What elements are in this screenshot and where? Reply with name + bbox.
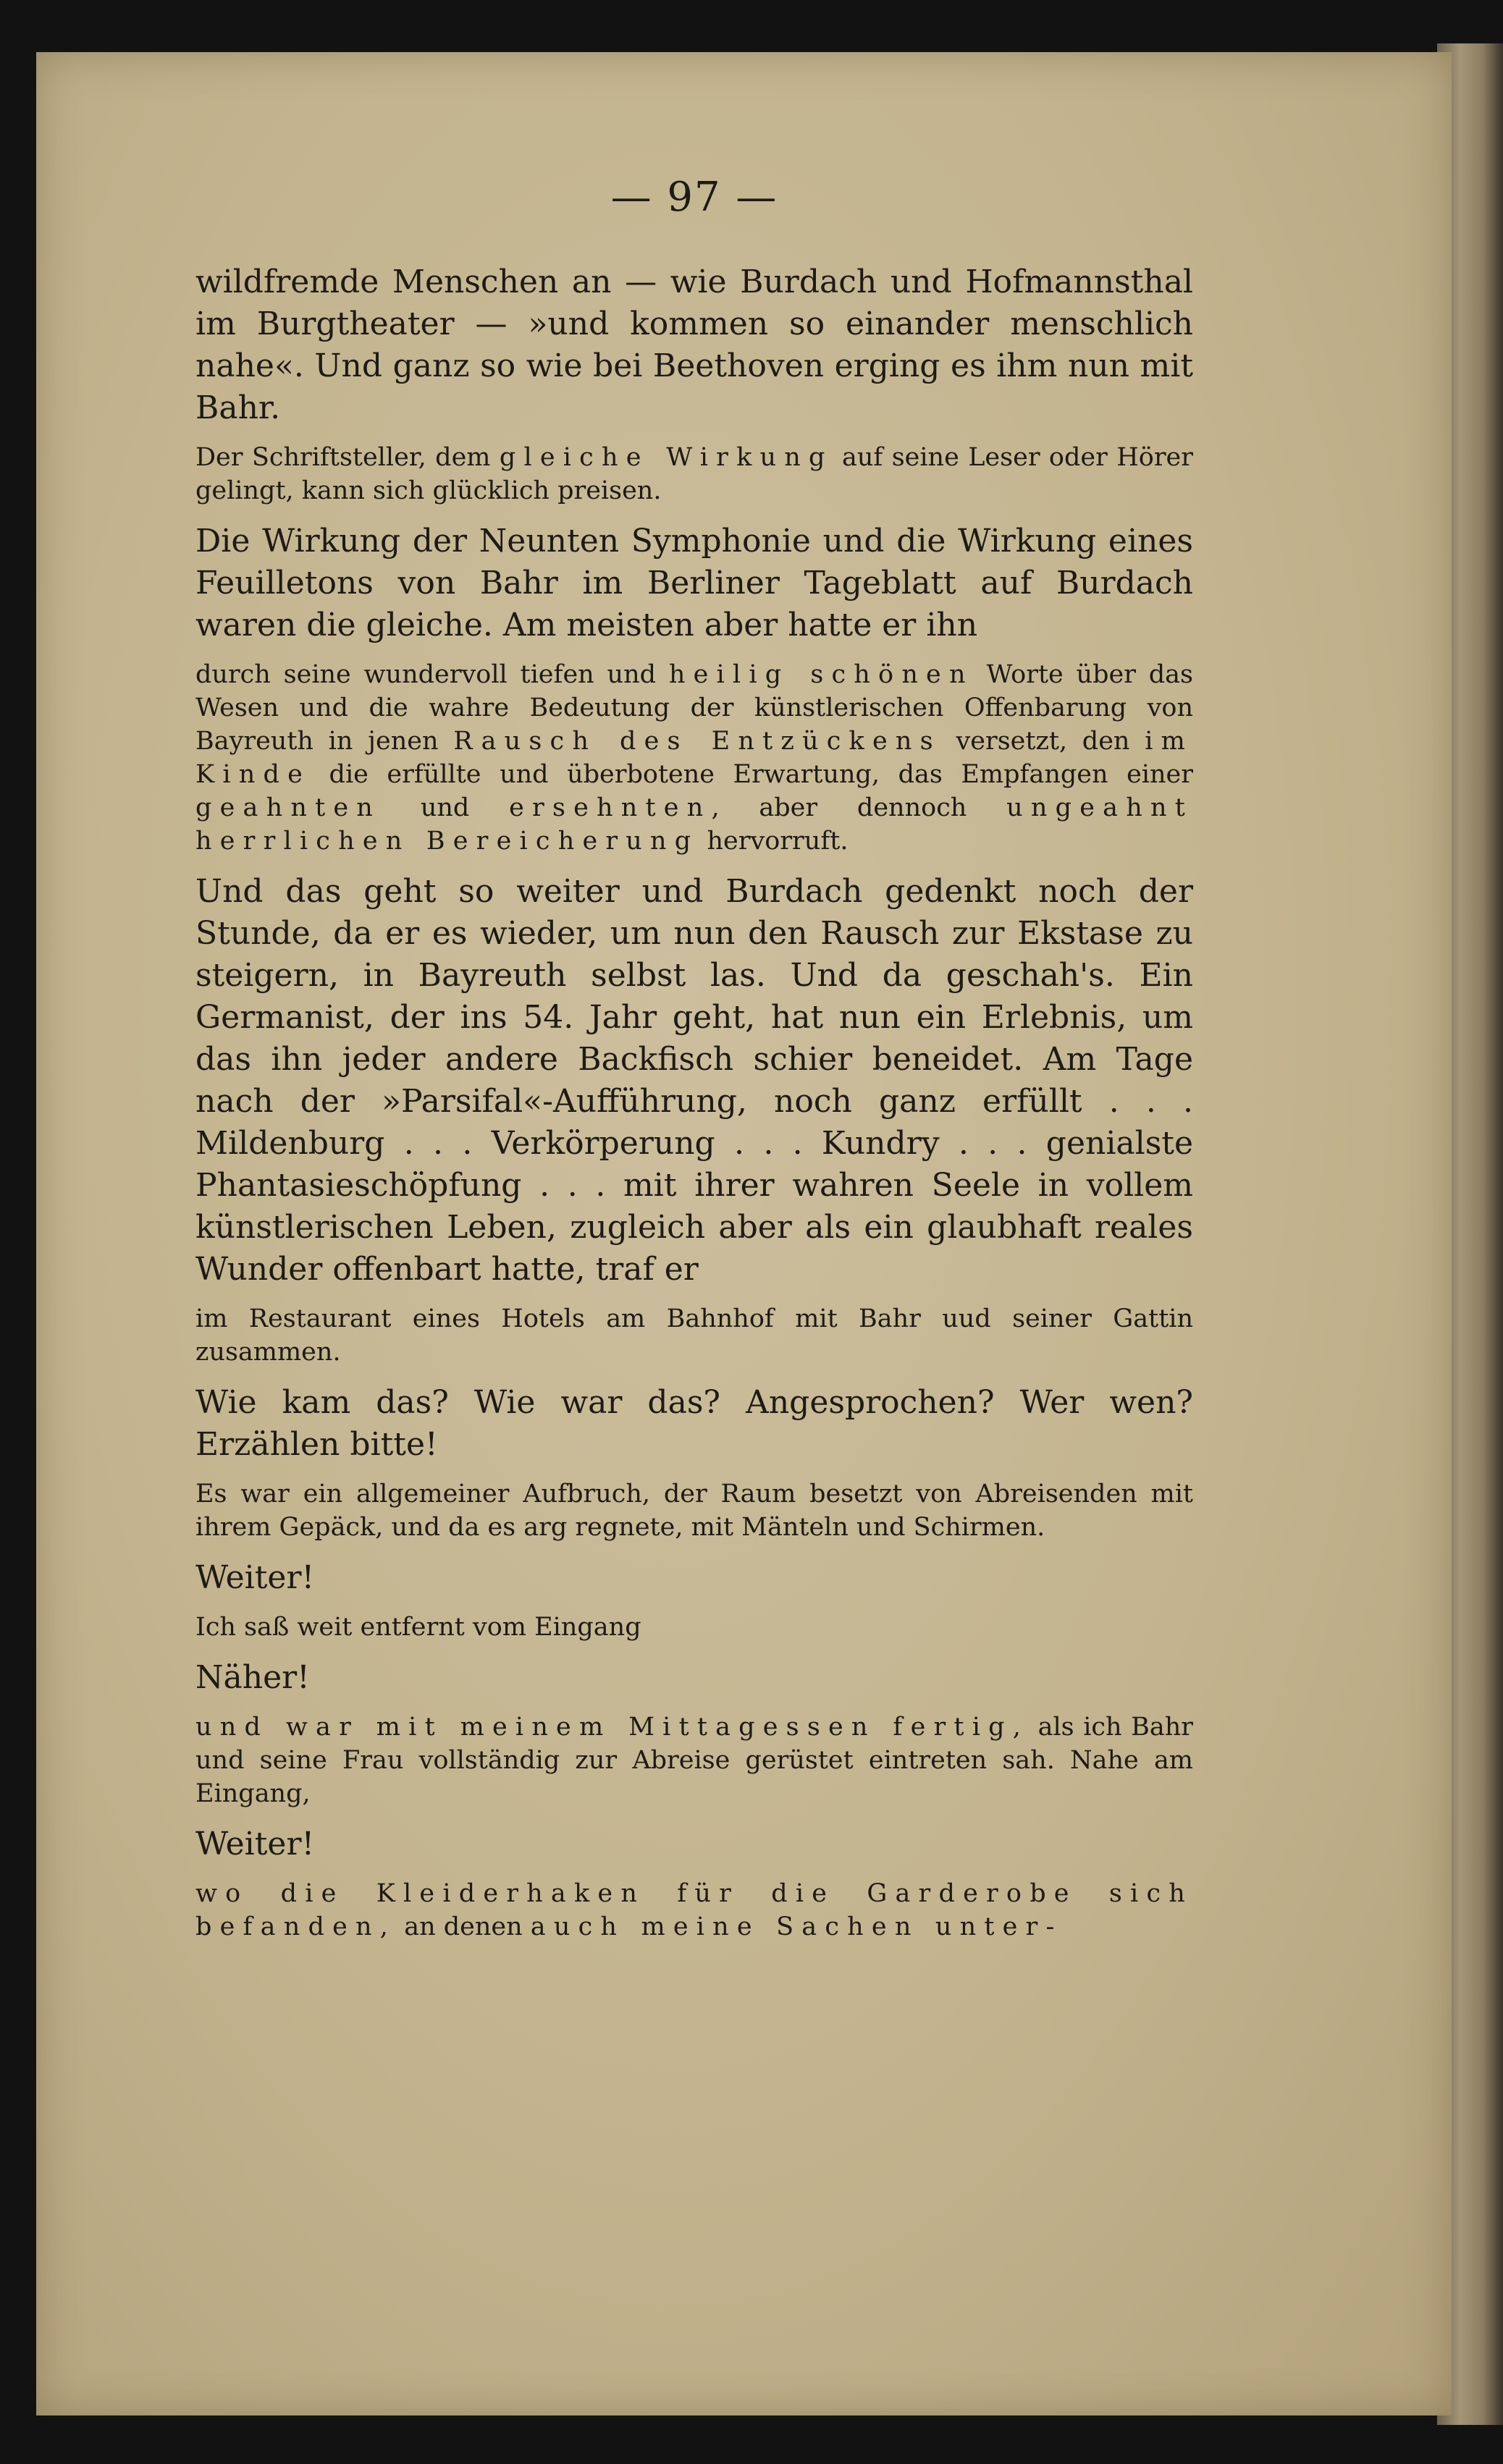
page-content (195, 174, 1193, 1957)
paragraph-11: Näher! (195, 1659, 310, 1696)
page-number: — 97 — (610, 174, 778, 221)
emphasis-text: und war mit meinem Mittagessen fertig, (195, 1713, 1030, 1742)
emphasis-text: wo die Kleiderhaken für die Garderobe sich befanden, (195, 1879, 1193, 1941)
paragraph-14 (195, 1877, 1193, 1944)
emphasis-text: auch meine Sachen unter- (530, 1912, 1063, 1941)
paragraph-1: wildfremde Menschen an — wie Burdach und Hofmannsthal im Burgtheater — »und kommen so einander menschlich nahe«. Und ganz so wie bei Beethoven erging es ihm nun mit Bahr. (195, 263, 1193, 426)
paragraph-3: Die Wirkung der Neunten Symphonie und die Wirkung eines Feuilletons von Bahr im Berliner Tageblatt auf Burdach waren die gleiche. Am meisten aber hatte er ihn (195, 523, 1193, 644)
paragraph-4 (195, 658, 1193, 858)
emphasis-text: geahnten (195, 793, 381, 822)
emphasis-text: ungeahnt herrlichen Bereicherung (195, 793, 1193, 856)
paragraph-8: Es war ein allgemeiner Aufbruch, der Raum besetzt von Abreisenden mit ihrem Gepäck, und da es arg regnete, mit Mänteln und Schirmen. (195, 1480, 1193, 1542)
text-run: , aber dennoch (711, 793, 1007, 822)
paragraph-13: Weiter! (195, 1826, 315, 1862)
paragraph-2 (195, 441, 1193, 507)
emphasis-text: Rausch des Entzückens (453, 727, 941, 756)
text-run: Der Schriftsteller, dem (195, 443, 500, 472)
text-run: auf seine Leser oder Hörer gelingt, kann sich glücklich preisen. (195, 443, 1193, 505)
text-run: die erfüllte und überbotene Erwartung, das Empfangen einer (311, 760, 1193, 789)
text-run: und (381, 793, 510, 822)
paragraph-5: Und das geht so weiter und Burdach gedenkt noch der Stunde, da er es wieder, um nun den Rausch zur Ekstase zu steigern, in Bayreuth selbst las. Und da geschah's. Ein Germanist, der ins 54. Jahr geht, hat nun ein Erlebnis, um das ihn jeder andere Backfisch schier beneidet. Am Tage nach der »Parsifal«-Aufführung, noch ganz erfüllt . . . Mildenburg . . . Verkörperung . . . Kundry . . . genialste Phantasieschöpfung . . . mit ihrer wahren Seele in vollem künstlerischen Leben, zugleich aber als ein glaubhaft reales Wunder offenbart hatte, traf er (195, 873, 1193, 1288)
emphasis-text: ersehnten (509, 793, 712, 822)
text-run: durch seine wundervoll tiefen und (195, 660, 669, 689)
text-run: an denen (396, 1912, 531, 1941)
text-run: hervorruft. (699, 827, 849, 856)
emphasis-text: heilig schönen (668, 660, 974, 689)
emphasis-text: im Kinde (195, 727, 1193, 789)
paragraph-9: Weiter! (195, 1559, 315, 1596)
emphasis-text: gleiche Wirkung (499, 443, 833, 472)
paragraph-12 (195, 1710, 1193, 1810)
text-run: als ich Bahr und seine Frau vollständig zur Abreise gerüstet eintreten sah. Nahe am Eingang, (195, 1713, 1193, 1808)
text-run: versetzt, den (940, 727, 1145, 756)
paragraph-6: im Restaurant eines Hotels am Bahnhof mit Bahr uud seiner Gattin zusammen. (195, 1304, 1193, 1367)
paragraph-10: Ich saß weit entfernt vom Eingang (195, 1613, 641, 1642)
paragraph-7: Wie kam das? Wie war das? Angesprochen? Wer wen? Erzählen bitte! (195, 1384, 1193, 1463)
text-run: Worte über das Wesen und die wahre Bedeutung der künstlerischen Offenbarung von Bayreuth in jenen (195, 660, 1193, 756)
